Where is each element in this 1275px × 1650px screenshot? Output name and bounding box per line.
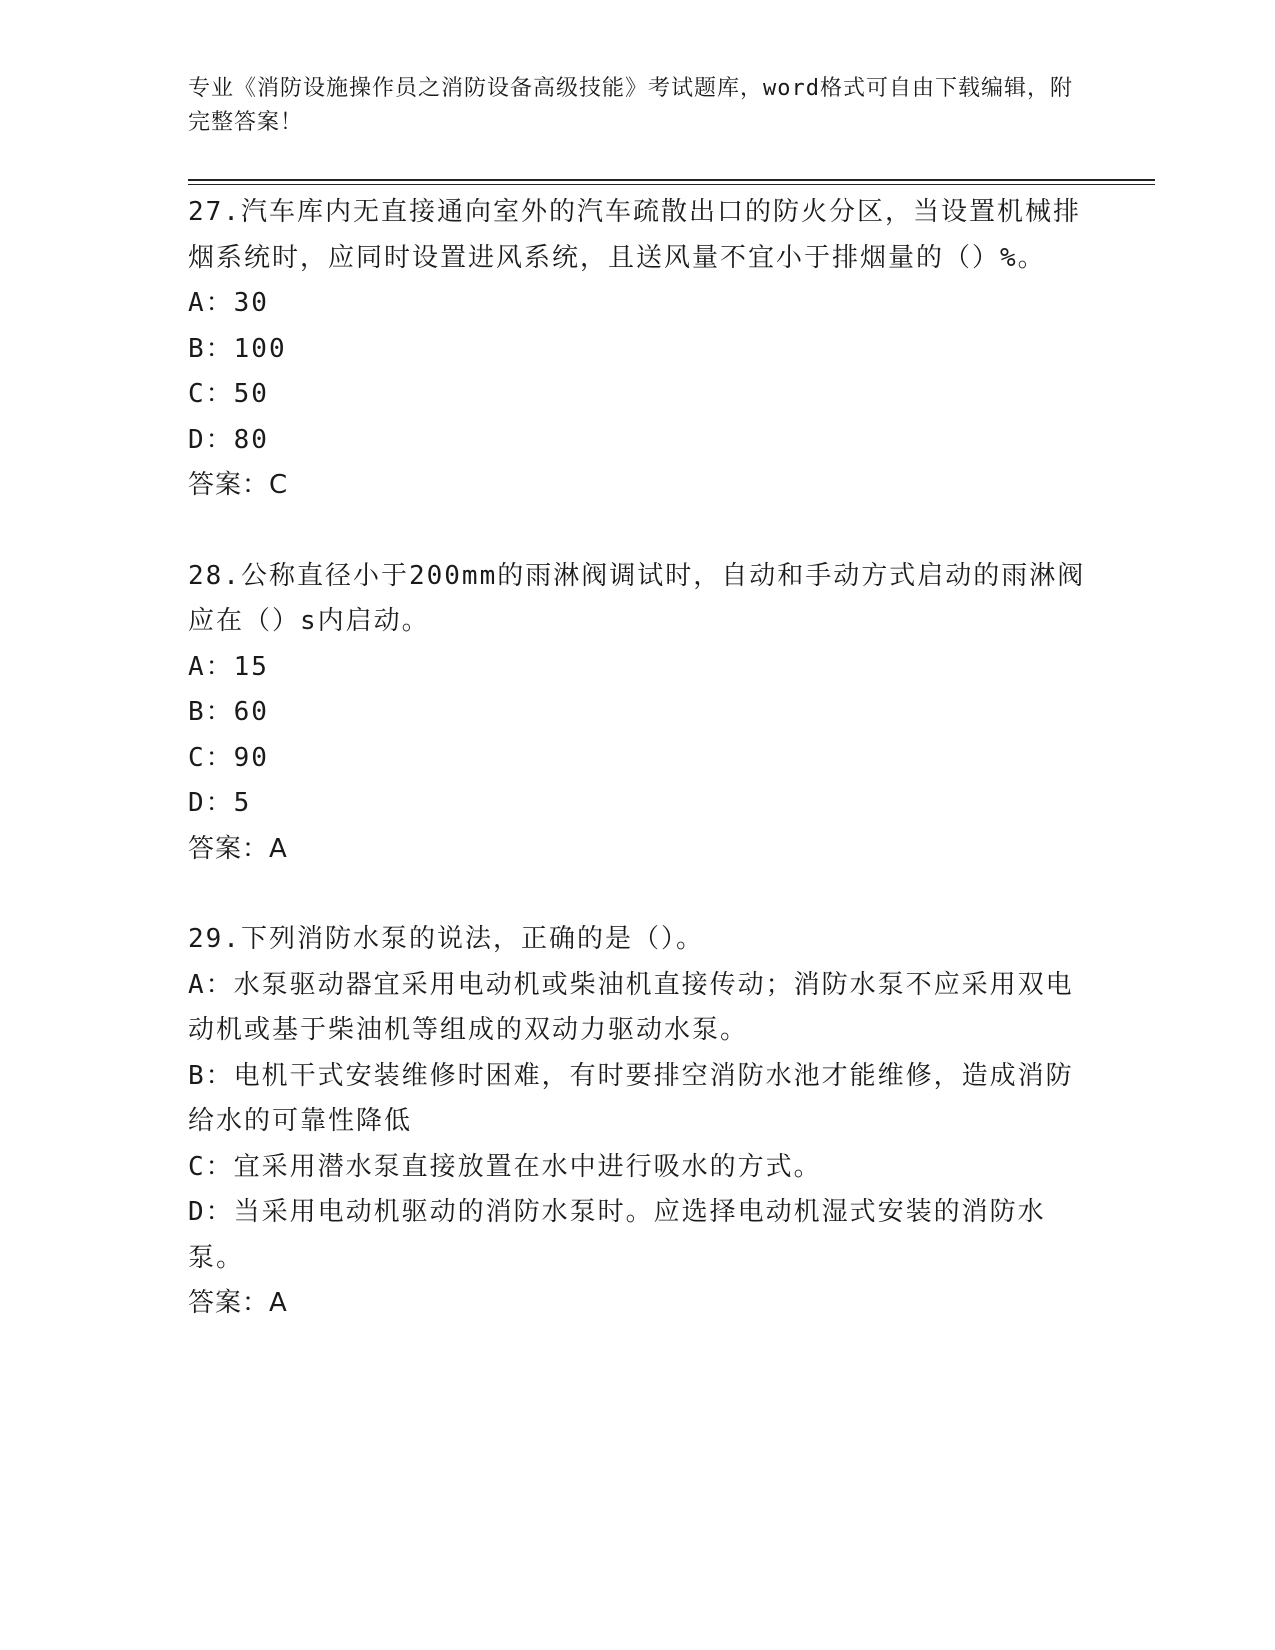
option-d: D：当采用电动机驱动的消防水泵时。应选择电动机湿式安装的消防水泵。 [188, 1197, 1046, 1273]
answer-label: 答案：C [188, 470, 289, 500]
option-a: A：水泵驱动器宜采用电动机或柴油机直接传动；消防水泵不应采用双电动机或基于柴油机等组成的双动力驱动水泵。 [188, 969, 1074, 1045]
answer-label: 答案：A [188, 833, 288, 864]
option-c: C：50 [188, 379, 269, 409]
document-header: 专业《消防设施操作员之消防设备高级技能》考试题库，word格式可自由下载编辑，附完整答案！ [188, 76, 1073, 135]
option-b: B：电机干式安装维修时困难，有时要排空消防水池才能维修，造成消防给水的可靠性降低 [188, 1060, 1074, 1136]
option-c: C：90 [188, 742, 269, 773]
header-divider-thick [188, 179, 1155, 181]
question-stem: 27.汽车库内无直接通向室外的汽车疏散出口的防火分区，当设置机械排烟系统时，应同时设置进风系统，且送风量不宜小于排烟量的（）%。 [188, 197, 1081, 273]
header-divider-thin [188, 184, 1155, 185]
option-d: D：5 [188, 788, 252, 818]
option-a: A：15 [188, 651, 269, 682]
question-block [188, 554, 1088, 873]
option-b: B：60 [188, 697, 269, 727]
question-stem: 28.公称直径小于200mm的雨淋阀调试时，自动和手动方式启动的雨淋阀应在（）s内启动。 [188, 560, 1086, 636]
question-block [188, 190, 1088, 509]
question-stem: 29.下列消防水泵的说法，正确的是（）。 [188, 924, 704, 954]
option-a: A：30 [188, 288, 269, 318]
option-b: B：100 [188, 333, 287, 364]
question-list [188, 190, 1088, 1372]
answer-label: 答案：A [188, 1288, 288, 1318]
option-c: C：宜采用潜水泵直接放置在水中进行吸水的方式。 [188, 1151, 822, 1182]
option-d: D：80 [188, 424, 269, 455]
question-block [188, 917, 1088, 1327]
